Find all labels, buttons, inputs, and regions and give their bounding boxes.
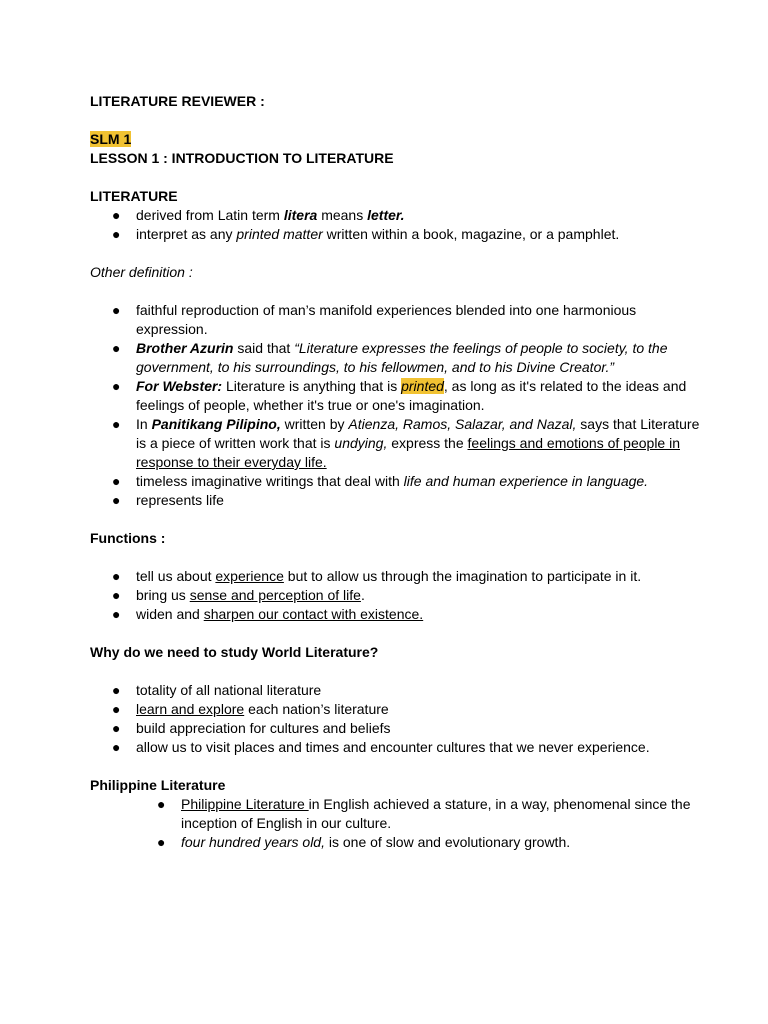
- list-item: [90, 833, 708, 852]
- list-item: [90, 301, 708, 339]
- list-item: [90, 681, 708, 700]
- philippine-literature-heading: Philippine Literature: [90, 777, 226, 793]
- document-title: LITERATURE REVIEWER :: [90, 93, 265, 109]
- text-run: allow us to visit places and times and encounter cultures that we never experience.: [136, 739, 650, 755]
- text-run: totality of all national literature: [136, 682, 322, 698]
- literature-heading: LITERATURE: [90, 188, 178, 204]
- authors: Atienza, Ramos, Salazar, and Nazal,: [348, 416, 577, 432]
- text-run: but to allow us through the imagination to participate in it.: [283, 568, 642, 584]
- underlined-learn-explore: learn and explore: [136, 701, 245, 717]
- text-run: widen and: [136, 606, 204, 622]
- list-item: [90, 605, 708, 624]
- spacer: [90, 111, 708, 130]
- functions-list: [90, 567, 708, 624]
- bullet-icon: ●: [112, 739, 121, 755]
- text-run: written within a book, magazine, or a pamphlet.: [322, 226, 620, 242]
- spacer: [90, 662, 708, 681]
- text-run: timeless imaginative writings that deal with: [136, 473, 404, 489]
- bullet-icon: ●: [112, 568, 121, 584]
- bullet-icon: ●: [112, 473, 121, 489]
- bullet-icon: ●: [112, 416, 121, 432]
- list-item: [90, 225, 708, 244]
- world-literature-heading: Why do we need to study World Literature?: [90, 644, 379, 660]
- name-brother-azurin: Brother Azurin: [136, 340, 234, 356]
- text-run: build appreciation for cultures and beliefs: [136, 720, 391, 736]
- text-run: tell us about: [136, 568, 216, 584]
- bullet-icon: ●: [112, 492, 121, 508]
- literature-list: [90, 206, 708, 244]
- text-run: faithful reproduction of man’s manifold experiences blended into one harmonious expression.: [136, 302, 637, 337]
- term-printed-matter: printed matter: [236, 226, 323, 242]
- text-run: Literature is anything that is: [222, 378, 402, 394]
- bullet-icon: ●: [112, 378, 121, 394]
- bullet-icon: ●: [112, 587, 121, 603]
- term-four-hundred-years: four hundred years old,: [181, 834, 325, 850]
- bullet-icon: ●: [112, 207, 121, 223]
- quote-azurin: “Literature expresses the feelings of people to society, to the government, to his surroundings, to his fellowmen, and to his Divine Creator.”: [136, 340, 668, 375]
- bullet-icon: ●: [112, 226, 121, 242]
- philippine-literature-list: [90, 795, 708, 852]
- functions-heading: Functions :: [90, 530, 166, 546]
- term-letter: letter.: [367, 207, 405, 223]
- text-run: express the: [387, 435, 468, 451]
- text-run: , as long as it's related to the ideas and feelings of people, whether it's true or one's imagination.: [136, 378, 687, 413]
- term-life-human-experience: life and human experience in language.: [403, 473, 649, 489]
- text-run: In: [136, 416, 152, 432]
- underlined-philippine-literature: Philippine Literature: [181, 796, 309, 812]
- spacer: [90, 168, 708, 187]
- term-undying: undying,: [334, 435, 388, 451]
- text-run: each nation’s literature: [244, 701, 389, 717]
- bullet-icon: ●: [112, 720, 121, 736]
- list-item: [90, 586, 708, 605]
- text-run: interpret as any: [136, 226, 237, 242]
- list-item: [90, 491, 708, 510]
- list-item: [90, 738, 708, 757]
- text-run: represents life: [136, 492, 224, 508]
- list-item: [90, 795, 708, 833]
- bullet-icon: ●: [112, 340, 121, 356]
- spacer: [90, 757, 708, 776]
- text-run: bring us: [136, 587, 190, 603]
- term-litera: litera: [283, 207, 318, 223]
- spacer: [90, 510, 708, 529]
- text-run: written by: [280, 416, 349, 432]
- spacer: [90, 282, 708, 301]
- list-item: [90, 339, 708, 377]
- text-run: means: [317, 207, 368, 223]
- highlight-printed: printed: [401, 378, 444, 394]
- bullet-icon: ●: [112, 606, 121, 622]
- list-item: [90, 700, 708, 719]
- bullet-icon: ●: [112, 701, 121, 717]
- text-run: said that: [233, 340, 295, 356]
- list-item: [90, 377, 708, 415]
- list-item: [90, 415, 708, 472]
- text-run: in English achieved a stature, in a way, phenomenal since the inception of English in our culture.: [181, 796, 691, 831]
- text-run: derived from Latin term: [136, 207, 284, 223]
- lesson-heading: LESSON 1 : INTRODUCTION TO LITERATURE: [90, 150, 394, 166]
- slm-highlight: SLM 1: [90, 131, 132, 147]
- other-definition-list: [90, 301, 708, 510]
- slm-label: [90, 130, 708, 149]
- underlined-sense-perception: sense and perception of life: [189, 587, 361, 603]
- list-item: [90, 206, 708, 225]
- underlined-feelings: feelings and emotions of people in response to their everyday life.: [136, 435, 680, 470]
- underlined-sharpen-contact: sharpen our contact with existence.: [203, 606, 424, 622]
- underlined-experience: experience: [215, 568, 284, 584]
- spacer: [90, 548, 708, 567]
- spacer: [90, 624, 708, 643]
- text-run: is one of slow and evolutionary growth.: [324, 834, 571, 850]
- other-definition-heading: Other definition :: [90, 264, 193, 280]
- bullet-icon: ●: [112, 682, 121, 698]
- list-item: [90, 472, 708, 491]
- text-run: .: [360, 587, 365, 603]
- world-literature-list: [90, 681, 708, 757]
- list-item: [90, 719, 708, 738]
- name-webster: For Webster:: [136, 378, 223, 394]
- spacer: [90, 244, 708, 263]
- bullet-icon: ●: [157, 796, 166, 812]
- bullet-icon: ●: [157, 834, 166, 850]
- text-run: says that Literature is a piece of written work that is: [136, 416, 700, 451]
- title-panitikang-pilipino: Panitikang Pilipino,: [151, 416, 281, 432]
- bullet-icon: ●: [112, 302, 121, 318]
- list-item: [90, 567, 708, 586]
